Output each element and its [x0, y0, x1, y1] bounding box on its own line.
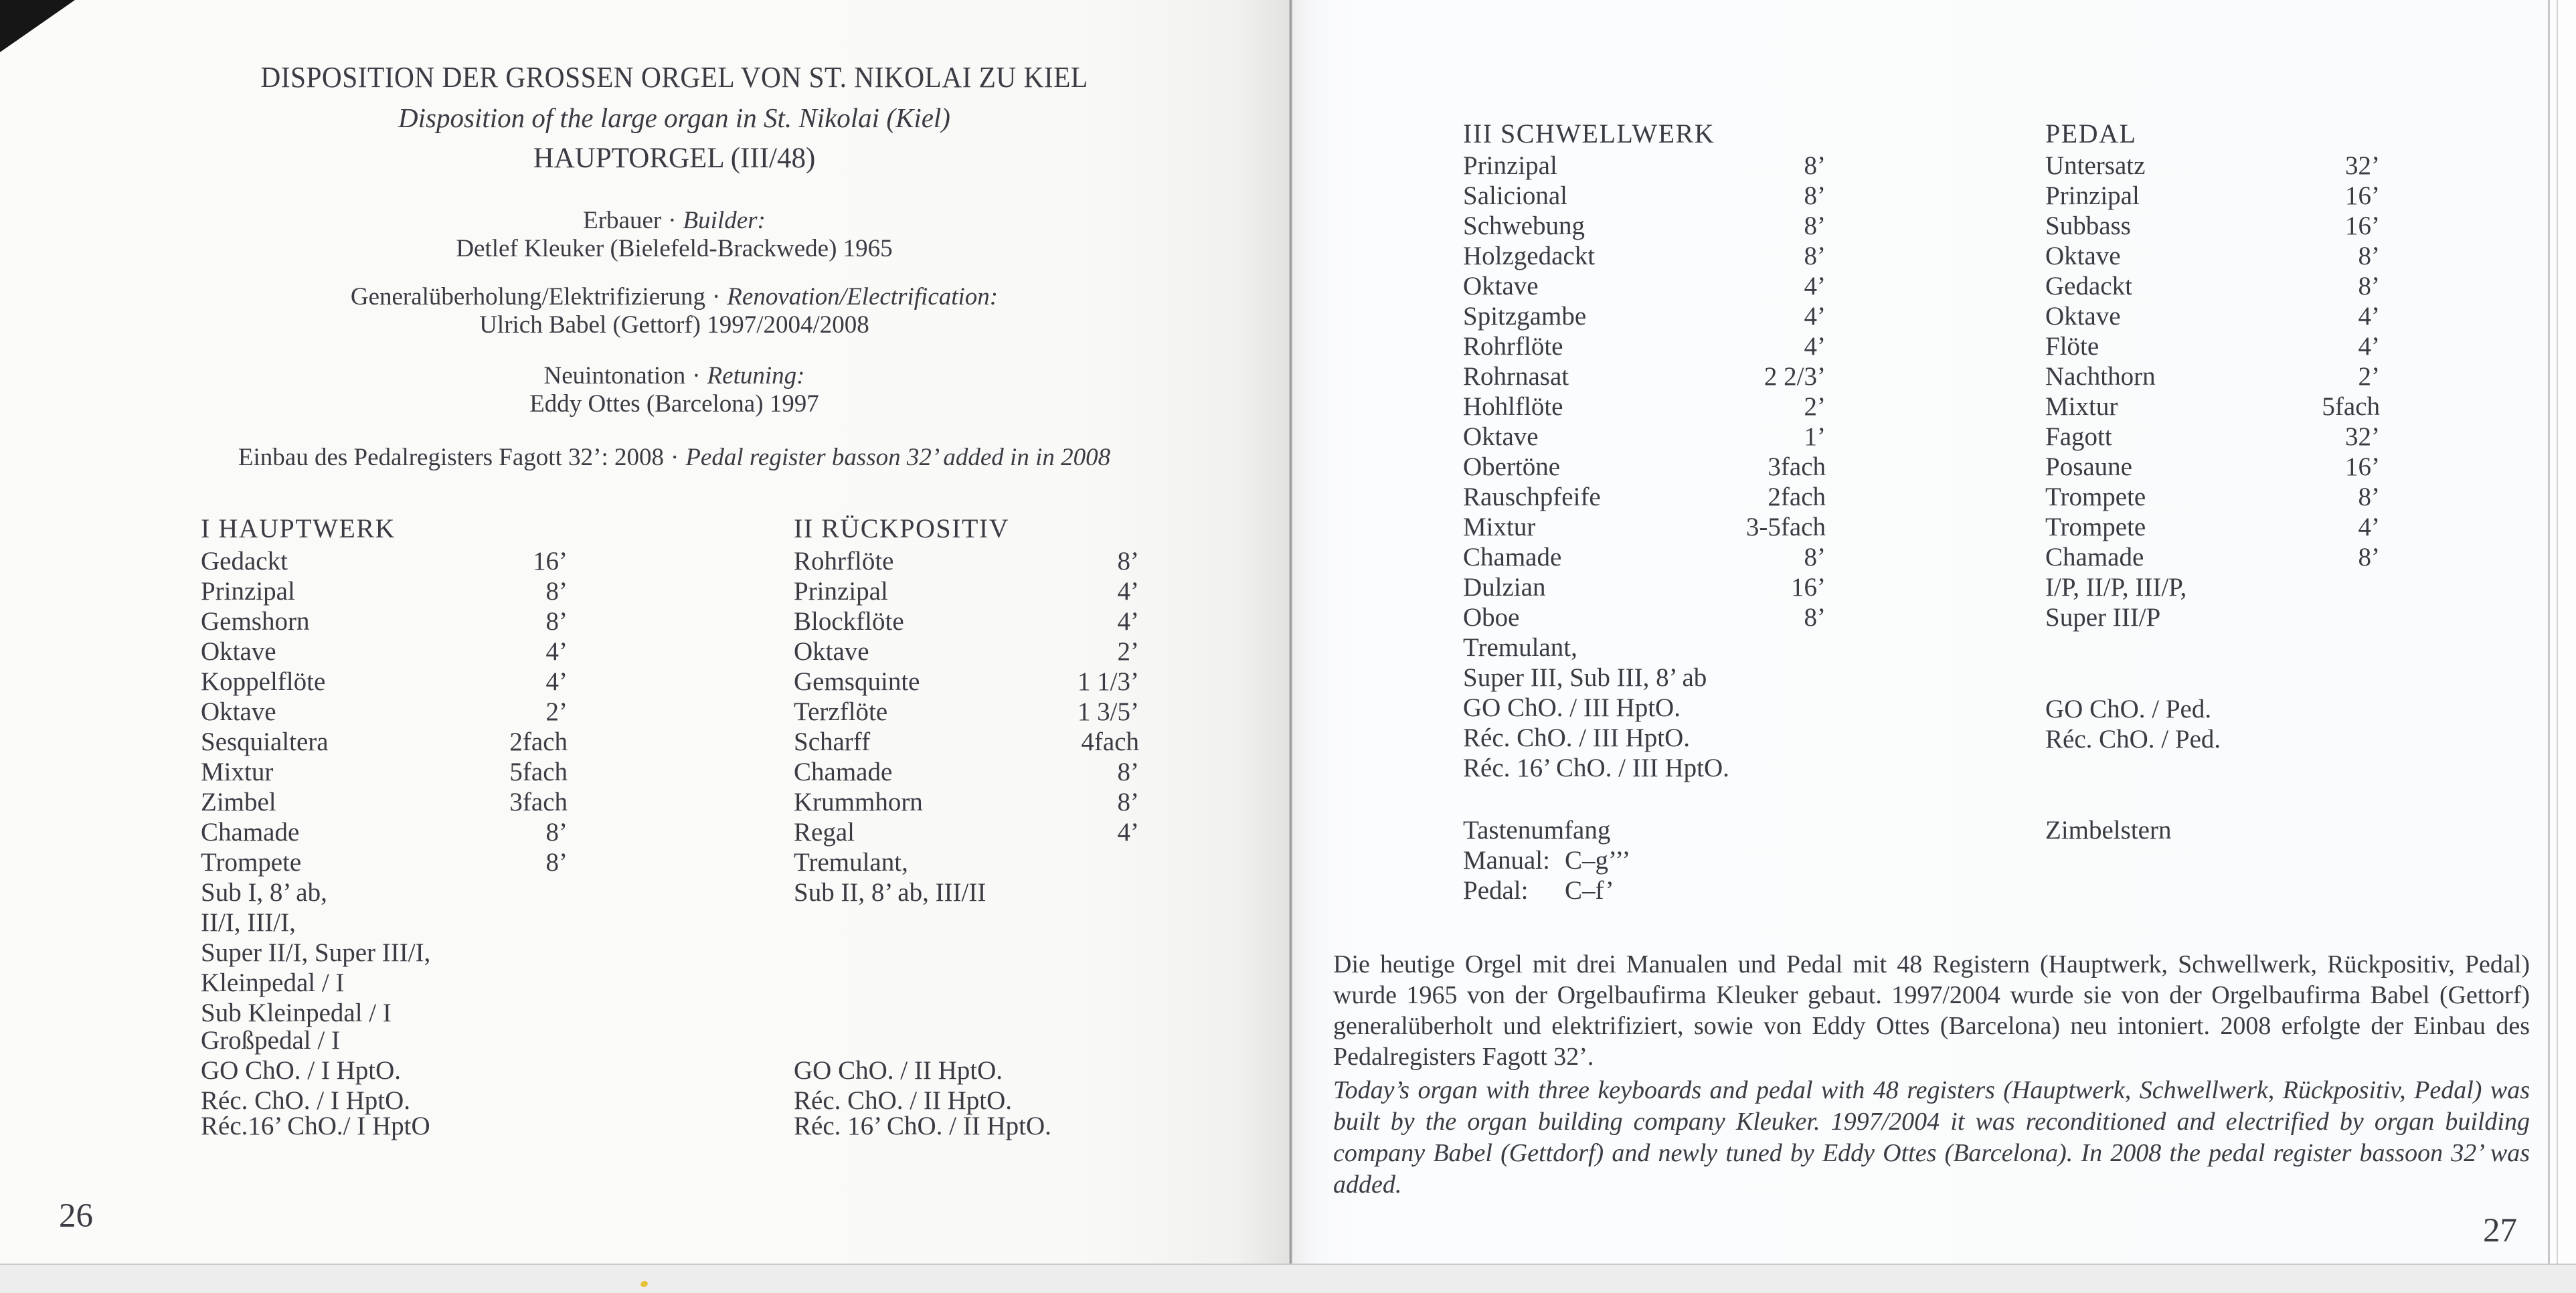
stop-size: 16’: [533, 547, 568, 576]
stop-row: [1463, 392, 1826, 422]
stop-size: 1’: [1804, 422, 1826, 451]
compass-manual-range: C–g’’’: [1565, 846, 1631, 875]
stop-name: Gedackt: [201, 547, 288, 576]
stop-row: [794, 606, 1139, 636]
stop-name: Krummhorn: [794, 788, 923, 816]
stop-row: [1463, 211, 1826, 241]
description-paragraph-english: Today’s organ with three keyboards and pedal with 48 registers (Hauptwerk, Schwellwerk, Rückpositiv, Pedal) was built by the organ building company Kleuker. 1997/2004 it was reconditioned and electrified by organ building company Babel (Gettdorf) and newly tuned by Eddy Ottes (Barcelona). In 2008 the pedal register bassoon 32’ was added.: [1333, 1076, 2530, 1199]
page-title: DISPOSITION DER GROSSEN ORGEL VON ST. NIKOLAI ZU KIEL: [260, 61, 1088, 94]
stop-row: [2045, 542, 2380, 572]
division-header: I HAUPTWERK: [201, 513, 396, 543]
credit-label-german: Generalüberholung/Elektrifizierung: [350, 283, 705, 311]
stop-name: Regal: [794, 818, 855, 847]
stop-row: [1463, 482, 1826, 512]
stop-size: 5fach: [2322, 392, 2380, 421]
stop-name: GO ChO. / I HptO.: [201, 1056, 401, 1085]
stop-row: [1463, 602, 1826, 632]
division-header: PEDAL: [2045, 118, 2137, 149]
stop-size: 1 3/5’: [1077, 697, 1139, 726]
compass-manual-label: Manual:: [1463, 846, 1550, 875]
stop-row: [201, 847, 568, 877]
stop-row: [794, 1055, 1139, 1086]
organ-heading: HAUPTORGEL (III/48): [533, 143, 816, 174]
page-edge-line: [2557, 0, 2558, 1264]
stop-row: [201, 727, 568, 757]
stop-group: [201, 1111, 568, 1141]
stop-name: Oktave: [201, 637, 276, 666]
stop-name: Nachthorn: [2045, 362, 2156, 391]
stop-name: Oktave: [201, 697, 276, 726]
stop-size: 8’: [1804, 242, 1826, 270]
stop-row: [2045, 694, 2380, 724]
stop-name: Réc. ChO. / III HptO.: [1463, 723, 1691, 752]
stop-row: [201, 697, 568, 727]
stop-row: [2045, 241, 2380, 271]
stop-row: [2045, 361, 2380, 392]
credit-label-english: Builder:: [683, 207, 766, 234]
stop-row: [201, 938, 568, 968]
division-header: III SCHWELLWERK: [1463, 118, 1715, 149]
compass-pedal-range: C–f’: [1565, 876, 1614, 905]
stop-name: Chamade: [1463, 543, 1562, 572]
stop-size: 8’: [1804, 181, 1826, 210]
stop-row: [201, 817, 568, 847]
stop-name: Réc. 16’ ChO. / II HptO.: [794, 1112, 1051, 1140]
stop-row: [201, 636, 568, 667]
stop-size: 3fach: [1768, 452, 1826, 481]
stop-name: Sub II, 8’ ab, III/II: [794, 878, 986, 907]
credit-label-german: Erbauer: [583, 207, 662, 234]
stop-row: [2045, 482, 2380, 512]
stop-name: Holzgedackt: [1463, 242, 1596, 270]
stop-row: [794, 787, 1139, 817]
stop-name: Fagott: [2045, 422, 2112, 451]
stop-name: Oktave: [1463, 422, 1539, 451]
compass-pedal-label: Pedal:: [1463, 876, 1529, 905]
page-edge-line: [2548, 0, 2550, 1264]
stop-size: 8’: [1117, 788, 1139, 816]
stop-size: 2fach: [1768, 483, 1826, 511]
stop-row: [201, 1025, 568, 1055]
stop-name: Mixtur: [201, 758, 274, 786]
stop-name: Chamade: [794, 758, 893, 786]
stop-row: [2045, 392, 2380, 422]
division-header: II RÜCKPOSITIV: [794, 513, 1010, 543]
division-column-pedal: [2045, 0, 2380, 1264]
division-column-schwellwerk: [1463, 0, 1826, 1264]
stop-name: Kleinpedal / I: [201, 968, 345, 997]
stop-size: 4fach: [1081, 727, 1139, 756]
stop-size: 5fach: [509, 758, 568, 786]
stop-row: [201, 787, 568, 817]
stop-name: Oktave: [794, 637, 869, 666]
stop-row: [2045, 724, 2380, 754]
stop-row: [1463, 271, 1826, 301]
stop-group: [2045, 151, 2380, 632]
stop-name: Spitzgambe: [1463, 302, 1587, 331]
page-edge-area: [2548, 0, 2576, 1264]
stop-row: [794, 727, 1139, 757]
stop-row: [201, 1055, 568, 1086]
stop-row: [1463, 452, 1826, 482]
scan-bottom-strip: [0, 1264, 2576, 1293]
stop-name: Trompete: [201, 848, 302, 877]
stop-size: 8’: [2358, 242, 2380, 270]
stop-row: [1463, 331, 1826, 361]
stop-name: Réc. ChO. / I HptO.: [201, 1086, 411, 1115]
stop-size: 2’: [2358, 362, 2380, 391]
stop-size: 8’: [545, 607, 568, 636]
stop-size: 8’: [1804, 151, 1826, 180]
stop-group: [794, 1111, 1139, 1141]
stop-name: Super III/P: [2045, 603, 2161, 632]
stop-row: [1463, 572, 1826, 602]
stop-name: Chamade: [201, 818, 300, 847]
description-paragraph-german: Die heutige Orgel mit drei Manualen und Pedal mit 48 Registern (Hauptwerk, Schwellwerk, Rückpositiv, Pedal) wurde 1965 von der Orgelbaufirma Kleuker gebaut. 1997/2004 wurde sie von der Orgelbaufirma Babel (Gettorf) generalüberholt und elektrifiziert, sowie von Eddy Ottes (Barcelona) neu intoniert. 2008 erfolgte der Einbau des Pedalregisters Fagott 32’.: [1333, 950, 2530, 1071]
stop-row: [1463, 723, 1826, 753]
binding-gutter: [1289, 0, 1292, 1264]
stop-row: [2045, 452, 2380, 482]
stop-size: 2’: [1804, 392, 1826, 421]
stop-name: GO ChO. / III HptO.: [1463, 693, 1681, 722]
compass-manual-row: [1463, 845, 1826, 875]
stop-row: [1463, 753, 1826, 783]
stop-row: [2045, 602, 2380, 632]
credit-builder-value: Detlef Kleuker (Bielefeld-Brackwede) 1965: [456, 235, 893, 262]
stop-group: [201, 1025, 568, 1116]
stop-name: Gedackt: [2045, 272, 2132, 300]
stop-row: [1463, 241, 1826, 271]
stop-row: [201, 877, 568, 908]
stop-group: [201, 546, 568, 1028]
stop-row: [1463, 361, 1826, 392]
stop-size: 8’: [545, 577, 568, 606]
credit-renovation-value: Ulrich Babel (Gettorf) 1997/2004/2008: [479, 311, 869, 339]
stop-name: Sub Kleinpedal / I: [201, 999, 392, 1027]
page-number-left: 26: [59, 1197, 93, 1235]
stop-name: Oboe: [1463, 603, 1520, 632]
credit-label-german: Neuintonation: [543, 362, 686, 390]
stop-size: 2 2/3’: [1764, 362, 1826, 391]
stop-name: Flöte: [2045, 332, 2099, 361]
stop-row: [201, 546, 568, 576]
stop-group: [794, 546, 1139, 908]
stop-name: Untersatz: [2045, 151, 2146, 180]
zimbelstern-label: Zimbelstern: [2045, 816, 2172, 845]
stop-size: 8’: [1117, 758, 1139, 786]
division-column-rueckpositiv: [794, 0, 1139, 1264]
stop-name: I/P, II/P, III/P,: [2045, 573, 2187, 602]
stop-size: 4’: [2358, 302, 2380, 331]
stop-name: Hohlflöte: [1463, 392, 1563, 421]
stop-name: Sesquialtera: [201, 727, 329, 756]
stop-row: [1463, 151, 1826, 181]
stop-size: 16’: [2345, 211, 2380, 240]
credit-label-english: Retuning:: [707, 362, 805, 390]
stop-row: [201, 576, 568, 606]
stop-name: Blockflöte: [794, 607, 904, 636]
stop-row: [2045, 151, 2380, 181]
stop-size: 16’: [2345, 181, 2380, 210]
stop-row: [794, 576, 1139, 606]
stop-size: 4’: [1804, 272, 1826, 300]
stop-row: [201, 1111, 568, 1141]
stop-name: Prinzipal: [794, 577, 888, 606]
stop-name: Großpedal / I: [201, 1026, 340, 1055]
stop-size: 8’: [2358, 483, 2380, 511]
stop-size: 2’: [545, 697, 568, 726]
stop-name: Oktave: [1463, 272, 1539, 300]
stop-name: Réc.16’ ChO./ I HptO: [201, 1112, 430, 1140]
stop-name: Prinzipal: [1463, 151, 1557, 180]
stop-size: 16’: [2345, 452, 2380, 481]
stop-size: 4’: [1804, 332, 1826, 361]
stop-row: [794, 697, 1139, 727]
stop-name: Tremulant,: [1463, 633, 1577, 662]
stop-size: 4’: [545, 637, 568, 666]
stop-name: Subbass: [2045, 211, 2131, 240]
stop-row: [201, 968, 568, 998]
stop-name: Réc. ChO. / II HptO.: [794, 1086, 1013, 1115]
addition-note-english: Pedal register basson 32’ added in in 2008: [685, 444, 1111, 471]
dot-separator: ·: [668, 207, 677, 234]
stop-name: Mixtur: [2045, 392, 2118, 421]
stop-row: [201, 757, 568, 787]
stop-name: Trompete: [2045, 483, 2146, 511]
stop-row: [1463, 422, 1826, 452]
stop-name: Salicional: [1463, 181, 1567, 210]
stop-size: 32’: [2345, 422, 2380, 451]
stop-size: 3-5fach: [1745, 513, 1826, 541]
stop-name: Prinzipal: [201, 577, 295, 606]
stop-row: [794, 546, 1139, 576]
stop-size: 8’: [545, 818, 568, 847]
stop-row: [794, 757, 1139, 787]
stop-row: [2045, 422, 2380, 452]
stop-row: [2045, 211, 2380, 241]
stop-size: 1 1/3’: [1077, 667, 1139, 696]
stop-name: Schwebung: [1463, 211, 1585, 240]
stop-row: [794, 636, 1139, 667]
stop-row: [2045, 271, 2380, 301]
stop-size: 8’: [2358, 543, 2380, 572]
stop-row: [1463, 181, 1826, 211]
stop-size: 8’: [1804, 543, 1826, 572]
division-column-hauptwerk: [201, 0, 568, 1264]
stop-size: 4’: [2358, 513, 2380, 541]
stop-name: II/I, III/I,: [201, 908, 296, 937]
stop-name: Gemsquinte: [794, 667, 920, 696]
stop-row: [794, 817, 1139, 847]
stop-name: Super III, Sub III, 8’ ab: [1463, 663, 1707, 692]
page-number-right: 27: [2483, 1212, 2517, 1249]
stop-group: [1463, 151, 1826, 783]
stop-row: [1463, 663, 1826, 693]
stop-row: [1463, 693, 1826, 723]
stop-row: [2045, 572, 2380, 602]
stop-row: [794, 1111, 1139, 1141]
stop-name: Koppelflöte: [201, 667, 326, 696]
stop-row: [2045, 181, 2380, 211]
stop-name: Tremulant,: [794, 848, 908, 877]
stop-row: [2045, 512, 2380, 542]
stop-name: Scharff: [794, 727, 871, 756]
stop-group: [2045, 694, 2380, 754]
stop-size: 2fach: [509, 727, 568, 756]
keyboard-compass: [1463, 815, 1826, 906]
stop-group: [794, 1055, 1139, 1116]
stop-row: [1463, 512, 1826, 542]
stop-size: 8’: [1804, 211, 1826, 240]
stop-name: Super II/I, Super III/I,: [201, 938, 431, 967]
stop-name: Rohrflöte: [1463, 332, 1563, 361]
stop-size: 4’: [1117, 577, 1139, 606]
stop-name: Posaune: [2045, 452, 2132, 481]
stop-row: [794, 667, 1139, 697]
dot-separator: ·: [711, 283, 721, 311]
stop-name: Mixtur: [1463, 513, 1536, 541]
stop-size: 4’: [1804, 302, 1826, 331]
stop-size: 4’: [1117, 607, 1139, 636]
addition-note-german: Einbau des Pedalregisters Fagott 32’: 2008: [238, 444, 664, 471]
stop-name: Rauschpfeife: [1463, 483, 1601, 511]
stop-name: Zimbel: [201, 788, 276, 816]
stop-name: Chamade: [2045, 543, 2144, 572]
stop-row: [1463, 542, 1826, 572]
stop-name: Trompete: [2045, 513, 2146, 541]
stop-name: GO ChO. / II HptO.: [794, 1056, 1003, 1085]
stop-name: Réc. 16’ ChO. / III HptO.: [1463, 754, 1729, 782]
credit-label-english: Renovation/Electrification:: [727, 283, 999, 311]
stop-size: 4’: [1117, 818, 1139, 847]
compass-pedal-row: [1463, 875, 1826, 906]
page-subtitle-english: Disposition of the large organ in St. Nikolai (Kiel): [398, 102, 950, 133]
compass-heading: Tastenumfang: [1463, 816, 1611, 845]
stop-size: 4’: [2358, 332, 2380, 361]
stop-name: Oktave: [2045, 242, 2121, 270]
stop-size: 4’: [545, 667, 568, 696]
stop-size: 8’: [2358, 272, 2380, 300]
stop-size: 8’: [1804, 603, 1826, 632]
stop-row: [201, 667, 568, 697]
stop-row: [201, 998, 568, 1028]
stop-name: Prinzipal: [2045, 181, 2140, 210]
stop-size: 8’: [1117, 547, 1139, 576]
stop-row: [794, 847, 1139, 877]
stop-name: Dulzian: [1463, 573, 1546, 602]
dot-separator: ·: [692, 362, 701, 390]
stop-name: Réc. ChO. / Ped.: [2045, 725, 2221, 754]
stop-row: [201, 606, 568, 636]
stop-size: 16’: [1791, 573, 1826, 602]
stop-name: Obertöne: [1463, 452, 1561, 481]
stop-row: [2045, 331, 2380, 361]
stop-name: Terzflöte: [794, 697, 888, 726]
stop-row: [1463, 632, 1826, 663]
stop-size: 8’: [545, 848, 568, 877]
dot-separator: ·: [670, 444, 679, 471]
stop-name: Gemshorn: [201, 607, 310, 636]
credit-retuning-value: Eddy Ottes (Barcelona) 1997: [529, 390, 819, 418]
stop-row: [2045, 301, 2380, 331]
stop-name: GO ChO. / Ped.: [2045, 695, 2212, 723]
stop-name: Oktave: [2045, 302, 2121, 331]
stop-name: Sub I, 8’ ab,: [201, 878, 327, 907]
stop-row: [1463, 301, 1826, 331]
stop-name: Rohrnasat: [1463, 362, 1569, 391]
stop-row: [794, 877, 1139, 908]
stop-row: [201, 908, 568, 938]
stop-name: Rohrflöte: [794, 547, 894, 576]
stop-size: 3fach: [509, 788, 568, 816]
stop-size: 32’: [2345, 151, 2380, 180]
stop-size: 2’: [1117, 637, 1139, 666]
